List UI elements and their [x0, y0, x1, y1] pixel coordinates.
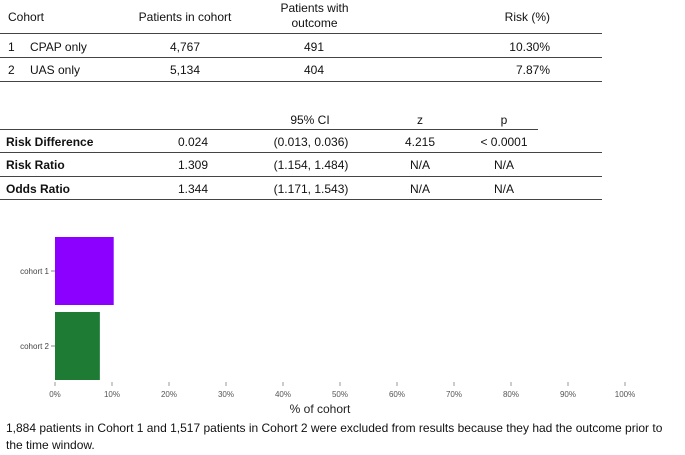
header-patients-with-outcome: Patients with outcome [280, 1, 349, 30]
table1-header-rule [0, 33, 602, 34]
header-p: p [500, 113, 508, 127]
odds-ratio-ci: (1.171, 1.543) [273, 182, 349, 196]
row1-outcome: 491 [303, 40, 325, 54]
risk-ratio-label: Risk Ratio [6, 158, 65, 172]
table2-bottom-rule [0, 199, 602, 200]
cohort-bar-chart [0, 225, 685, 415]
header-patients-in-cohort: Patients in cohort [138, 10, 232, 24]
bar-cohort-1 [55, 237, 114, 305]
x-tick-label: 0% [49, 390, 61, 399]
row2-risk: 7.87% [515, 63, 550, 77]
risk-difference-value: 0.024 [178, 135, 209, 149]
row1-number: 1 [8, 40, 15, 54]
risk-ratio-value: 1.309 [178, 158, 209, 172]
table2-row1-rule [0, 152, 602, 153]
x-tick-label: 10% [103, 390, 121, 399]
y-tick-label: cohort 1 [20, 267, 49, 276]
table1-row-rule [0, 57, 602, 58]
risk-ratio-ci: (1.154, 1.484) [273, 158, 349, 172]
table1-bottom-rule [0, 81, 602, 82]
header-risk: Risk (%) [504, 10, 550, 24]
risk-ratio-p: N/A [493, 158, 514, 172]
row1-cohort-name: CPAP only [30, 40, 87, 54]
header-z: z [417, 113, 423, 127]
odds-ratio-p: N/A [493, 182, 514, 196]
bar-cohort-2 [55, 312, 100, 380]
header-ci: 95% CI [290, 113, 330, 127]
table2-header-rule [0, 129, 538, 130]
row2-outcome: 404 [303, 63, 325, 77]
risk-difference-ci: (0.013, 0.036) [273, 135, 349, 149]
header-cohort: Cohort [8, 10, 45, 24]
row1-patients: 4,767 [169, 40, 201, 54]
odds-ratio-value: 1.344 [178, 182, 209, 196]
row1-risk: 10.30% [509, 40, 550, 54]
row2-cohort-name: UAS only [30, 63, 81, 77]
x-tick-label: 40% [274, 390, 292, 399]
y-tick-label: cohort 2 [20, 342, 49, 351]
x-tick-label: 100% [614, 390, 636, 399]
x-tick-label: 90% [559, 390, 577, 399]
risk-difference-label: Risk Difference [6, 135, 94, 149]
risk-difference-z: 4.215 [404, 135, 436, 149]
row2-number: 2 [8, 63, 15, 77]
x-axis-label: % of cohort [289, 402, 351, 415]
row2-patients: 5,134 [169, 63, 201, 77]
x-tick-label: 80% [502, 390, 520, 399]
exclusion-caption: 1,884 patients in Cohort 1 and 1,517 patients in Cohort 2 were excluded from results because they had the outcome prior to the time window. [6, 421, 663, 452]
table2-row2-rule [0, 176, 602, 177]
x-tick-label: 20% [160, 390, 178, 399]
odds-ratio-label: Odds Ratio [6, 182, 71, 196]
x-tick-label: 70% [445, 390, 463, 399]
x-tick-label: 60% [388, 390, 406, 399]
risk-ratio-z: N/A [409, 158, 430, 172]
x-tick-label: 30% [217, 390, 235, 399]
risk-difference-p: < 0.0001 [480, 135, 528, 149]
odds-ratio-z: N/A [409, 182, 430, 196]
x-tick-label: 50% [331, 390, 349, 399]
